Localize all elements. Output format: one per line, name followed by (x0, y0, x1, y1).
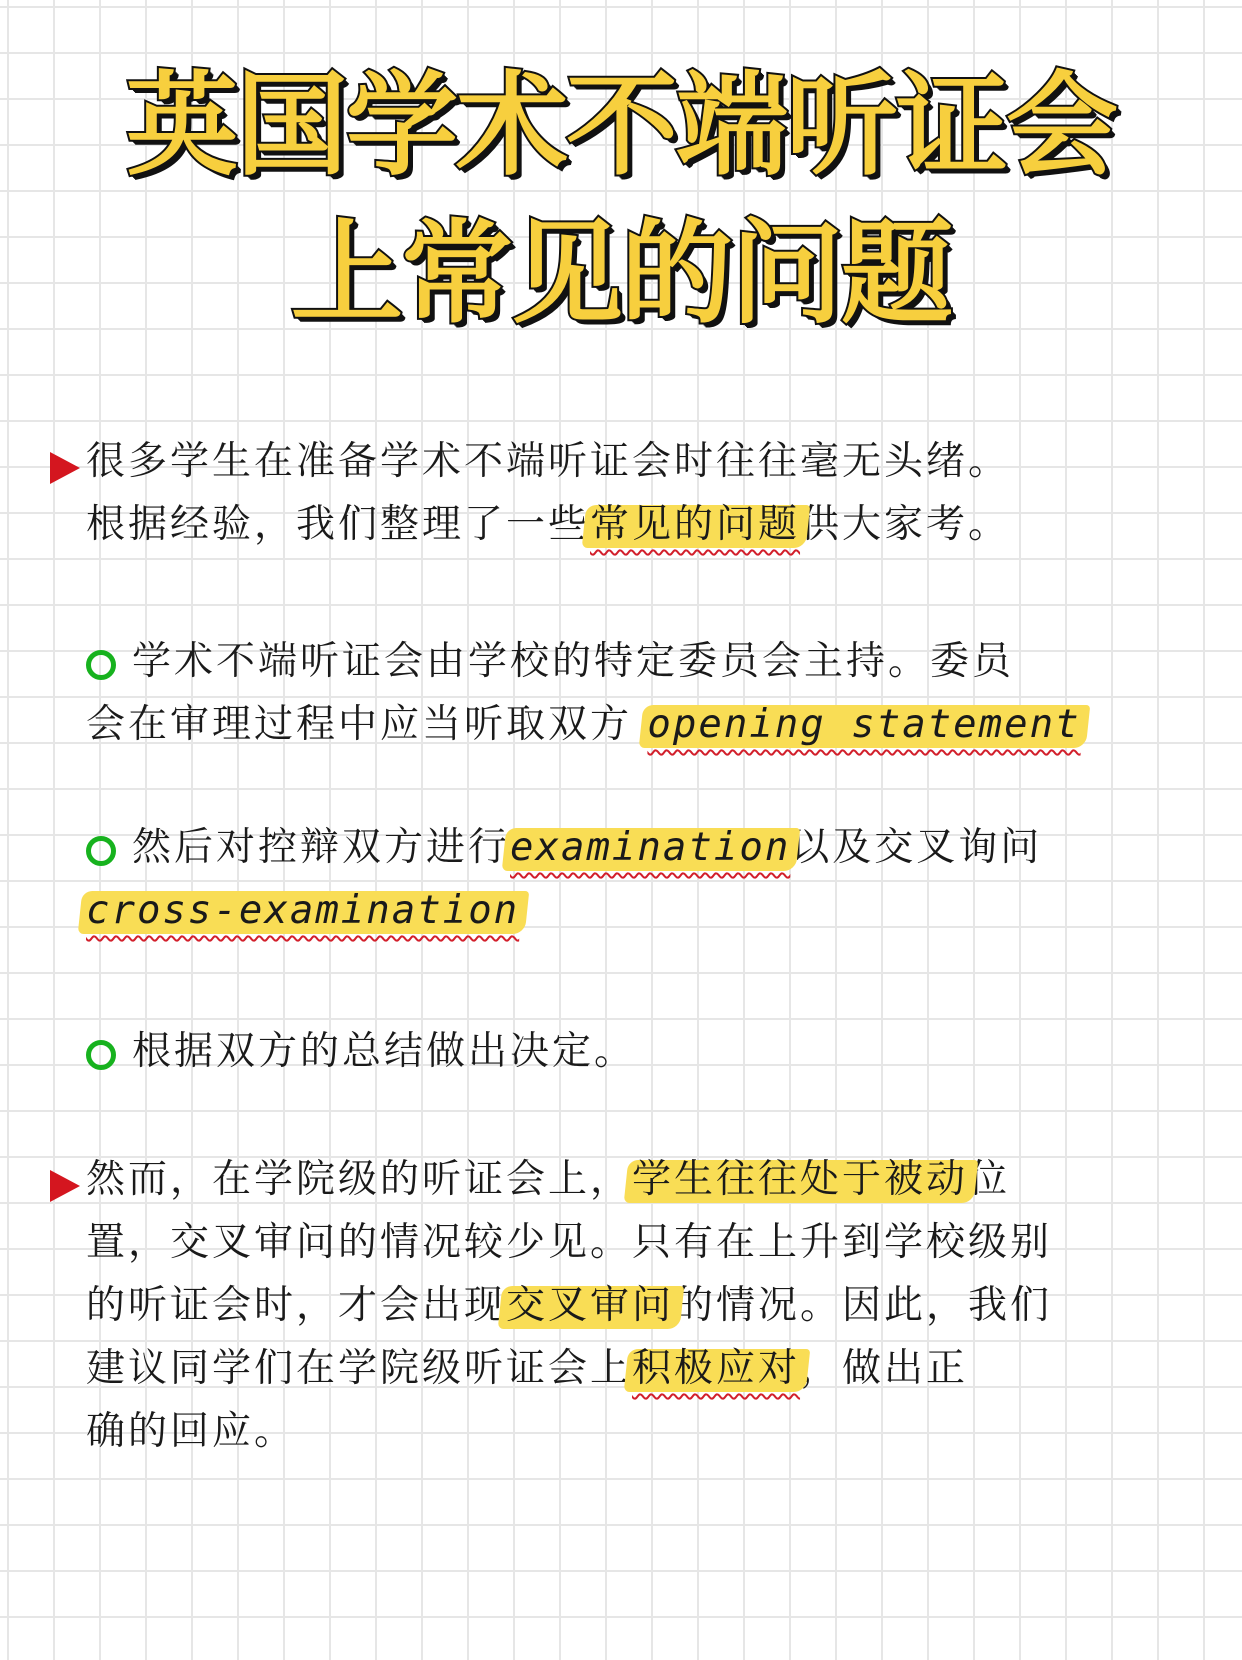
closing-line-4 (86, 1337, 1166, 1400)
red-arrow-icon (50, 1170, 80, 1202)
point-2-line-1 (86, 816, 1166, 879)
point-1 (86, 630, 1166, 756)
closing-text: 的听证会时，才会出现 (86, 1283, 507, 1328)
title-line-2: 上常见的问题 (291, 209, 951, 339)
closing-text: 的情况。因此，我们 (674, 1283, 1053, 1328)
closing-paragraph (86, 1148, 1166, 1463)
closing-text: 建议同学们在学院级听证会上 (86, 1346, 633, 1391)
point-3-text: 根据双方的总结做出决定。 (132, 1029, 637, 1074)
closing-text: 然而，在学院级的听证会上， (86, 1157, 633, 1202)
highlight-respond-actively: 积极应对 (632, 1337, 800, 1400)
closing-text: 位 (968, 1157, 1011, 1202)
point-2-text: 然后对控辩双方进行 (132, 825, 511, 870)
red-arrow-icon (50, 452, 80, 484)
closing-line-5: 确的回应。 (86, 1409, 297, 1454)
highlight-opening-statement: opening statement (647, 693, 1080, 756)
intro-paragraph (86, 430, 1166, 556)
point-2-text: 以及交叉询问 (790, 825, 1043, 870)
intro-text: 供大家考。 (800, 502, 1011, 547)
point-1-text: 学术不端听证会由学校的特定委员会主持。委员 (132, 639, 1015, 684)
title-line-1: 英国学术不端听证会 (126, 61, 1116, 191)
intro-text: 根据经验，我们整理了一些 (86, 502, 591, 547)
closing-line-3 (86, 1274, 1166, 1337)
closing-line-1 (86, 1148, 1166, 1211)
highlight-cross-questioning: 交叉审问 (506, 1274, 674, 1337)
point-1-text: 会在审理过程中应当听取双方 (86, 702, 648, 747)
point-1-line-2 (86, 693, 1166, 756)
highlight-common-questions: 常见的问题 (590, 493, 800, 556)
point-2-line-2 (86, 879, 1166, 942)
closing-line-2: 置，交叉审问的情况较少见。只有在上升到学校级别 (86, 1220, 1053, 1265)
closing-text: ，做出正 (800, 1346, 969, 1391)
point-3 (86, 1020, 1166, 1083)
intro-line-1: 很多学生在准备学术不端听证会时往往毫无头绪。 (86, 439, 1011, 484)
intro-line-2 (86, 493, 1166, 556)
highlight-cross-examination: cross-examination (86, 879, 519, 942)
point-2 (86, 816, 1166, 942)
highlight-passive-position: 学生往往处于被动 (632, 1148, 968, 1211)
point-3-line-1 (86, 1020, 1166, 1083)
highlight-examination: examination (510, 816, 790, 879)
point-1-line-1 (86, 630, 1166, 693)
